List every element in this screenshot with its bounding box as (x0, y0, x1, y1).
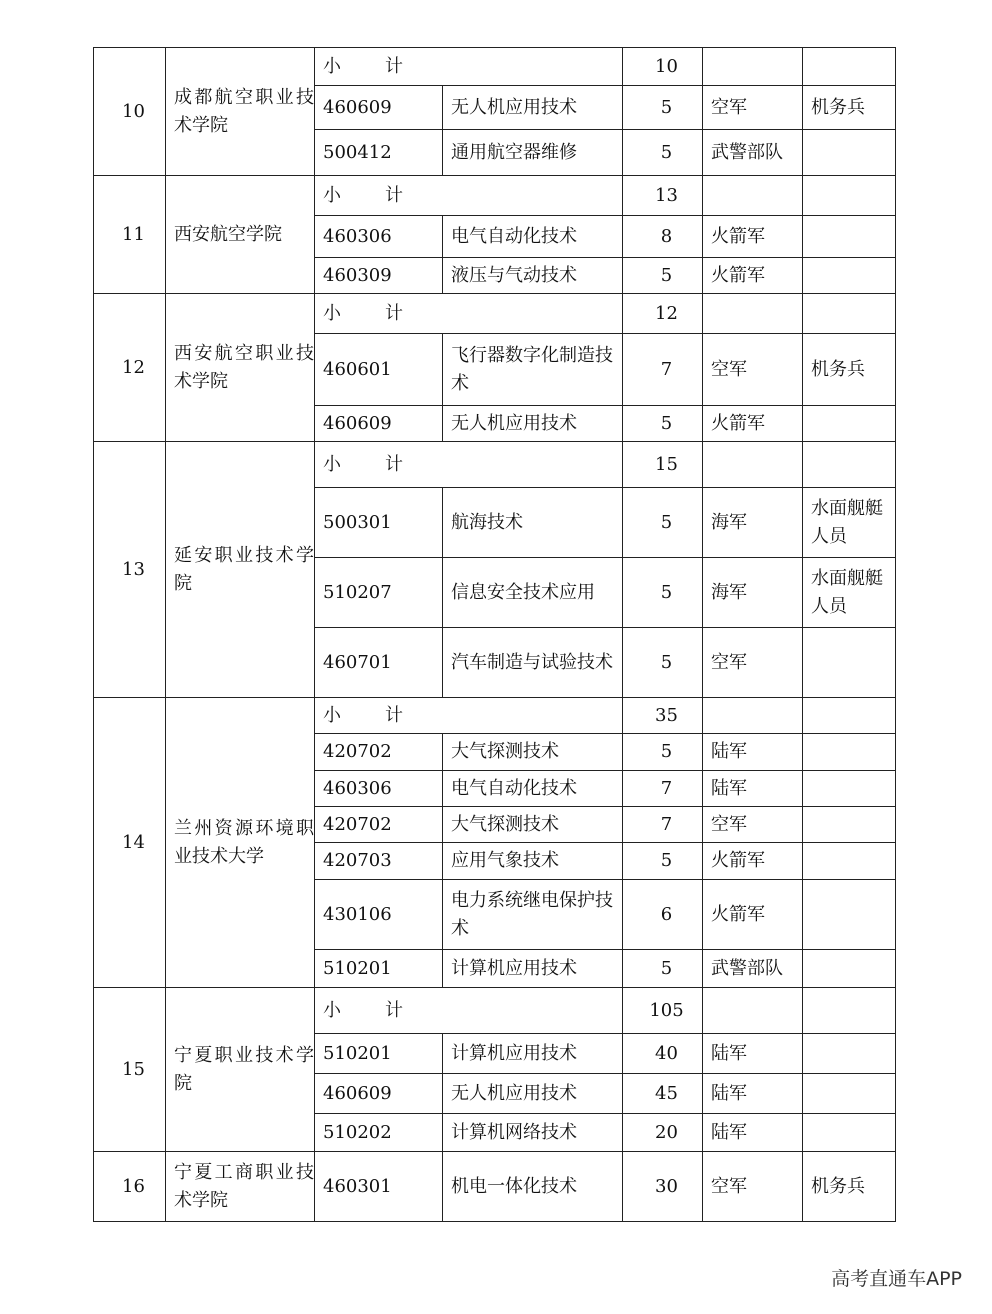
subtotal-label (315, 988, 623, 1034)
service-branch: 陆军 (703, 734, 803, 771)
post-type (803, 950, 896, 988)
subtotal-label (315, 48, 623, 86)
table-body (94, 48, 896, 1222)
school-name: 西安航空学院 (166, 176, 315, 294)
school-name: 成都航空职业技术学院 (166, 48, 315, 176)
service-branch: 火箭军 (703, 843, 803, 880)
subtotal-value: 15 (623, 442, 703, 488)
major-name: 无人机应用技术 (443, 86, 623, 130)
group-number: 10 (94, 48, 166, 176)
subtotal-label (315, 176, 623, 216)
group-number: 14 (94, 698, 166, 988)
post-type (803, 1114, 896, 1152)
school-name: 兰州资源环境职业技术大学 (166, 698, 315, 988)
major-code: 460609 (315, 1074, 443, 1114)
subtotal-value: 13 (623, 176, 703, 216)
major-name: 大气探测技术 (443, 807, 623, 843)
subtotal-value: 10 (623, 48, 703, 86)
major-name: 航海技术 (443, 488, 623, 558)
subtotal-value: 35 (623, 698, 703, 734)
subtotal-label-char-2: 计 (385, 704, 403, 726)
post-type (803, 628, 896, 698)
major-code: 460309 (315, 258, 443, 294)
subtotal-value: 105 (623, 988, 703, 1034)
major-name: 电力系统继电保护技术 (443, 880, 623, 950)
enrollment-plan-table (93, 47, 896, 1222)
major-name: 计算机应用技术 (443, 1034, 623, 1074)
plan-count: 7 (623, 807, 703, 843)
subtotal-label-char-2: 计 (385, 184, 403, 206)
plan-count: 7 (623, 771, 703, 807)
subtotal-label (315, 294, 623, 334)
service-branch: 空军 (703, 628, 803, 698)
major-code: 500301 (315, 488, 443, 558)
plan-count: 5 (623, 558, 703, 628)
major-code: 460306 (315, 216, 443, 258)
post-type (803, 1074, 896, 1114)
subtotal-label-char-2: 计 (385, 302, 403, 324)
service-branch: 陆军 (703, 1074, 803, 1114)
service-branch: 武警部队 (703, 130, 803, 176)
plan-count: 5 (623, 488, 703, 558)
group-number: 16 (94, 1152, 166, 1222)
plan-count: 5 (623, 86, 703, 130)
plan-count: 5 (623, 950, 703, 988)
major-name: 通用航空器维修 (443, 130, 623, 176)
service-branch: 武警部队 (703, 950, 803, 988)
post-type (803, 216, 896, 258)
subtotal-empty-post (803, 176, 896, 216)
table-row (94, 1152, 896, 1222)
service-branch: 空军 (703, 86, 803, 130)
plan-count: 6 (623, 880, 703, 950)
plan-count: 5 (623, 843, 703, 880)
major-name: 机电一体化技术 (443, 1152, 623, 1222)
subtotal-label (315, 442, 623, 488)
major-name: 电气自动化技术 (443, 771, 623, 807)
service-branch: 空军 (703, 334, 803, 406)
subtotal-empty-branch (703, 176, 803, 216)
post-type (803, 1034, 896, 1074)
subtotal-label-char-2: 计 (385, 453, 403, 475)
plan-count: 8 (623, 216, 703, 258)
major-name: 液压与气动技术 (443, 258, 623, 294)
subtotal-label-char-1: 小 (323, 453, 341, 475)
post-type (803, 843, 896, 880)
subtotal-label-char-1: 小 (323, 302, 341, 324)
service-branch: 火箭军 (703, 406, 803, 442)
major-name: 无人机应用技术 (443, 406, 623, 442)
subtotal-row (94, 294, 896, 334)
subtotal-label-char-1: 小 (323, 704, 341, 726)
major-code: 460609 (315, 86, 443, 130)
plan-count: 7 (623, 334, 703, 406)
subtotal-empty-branch (703, 294, 803, 334)
post-type (803, 130, 896, 176)
plan-count: 45 (623, 1074, 703, 1114)
subtotal-row (94, 48, 896, 86)
major-code: 460301 (315, 1152, 443, 1222)
major-name: 信息安全技术应用 (443, 558, 623, 628)
service-branch: 空军 (703, 1152, 803, 1222)
major-name: 计算机应用技术 (443, 950, 623, 988)
post-type: 机务兵 (803, 334, 896, 406)
service-branch: 海军 (703, 558, 803, 628)
subtotal-row (94, 176, 896, 216)
subtotal-empty-post (803, 294, 896, 334)
service-branch: 陆军 (703, 771, 803, 807)
subtotal-empty-branch (703, 48, 803, 86)
subtotal-label-char-1: 小 (323, 55, 341, 77)
group-number: 11 (94, 176, 166, 294)
major-code: 510201 (315, 1034, 443, 1074)
major-code: 510202 (315, 1114, 443, 1152)
subtotal-label-char-2: 计 (385, 55, 403, 77)
subtotal-empty-branch (703, 698, 803, 734)
subtotal-empty-branch (703, 988, 803, 1034)
subtotal-value: 12 (623, 294, 703, 334)
major-code: 430106 (315, 880, 443, 950)
major-name: 大气探测技术 (443, 734, 623, 771)
post-type (803, 880, 896, 950)
major-code: 420702 (315, 807, 443, 843)
major-code: 510207 (315, 558, 443, 628)
subtotal-empty-post (803, 48, 896, 86)
post-type (803, 771, 896, 807)
service-branch: 陆军 (703, 1034, 803, 1074)
major-name: 计算机网络技术 (443, 1114, 623, 1152)
plan-count: 5 (623, 406, 703, 442)
plan-count: 30 (623, 1152, 703, 1222)
service-branch: 陆军 (703, 1114, 803, 1152)
subtotal-empty-post (803, 442, 896, 488)
major-name: 应用气象技术 (443, 843, 623, 880)
plan-count: 20 (623, 1114, 703, 1152)
plan-count: 5 (623, 258, 703, 294)
major-name: 汽车制造与试验技术 (443, 628, 623, 698)
subtotal-empty-post (803, 698, 896, 734)
subtotal-row (94, 442, 896, 488)
school-name: 宁夏工商职业技术学院 (166, 1152, 315, 1222)
subtotal-empty-post (803, 988, 896, 1034)
major-code: 460701 (315, 628, 443, 698)
group-number: 13 (94, 442, 166, 698)
major-name: 无人机应用技术 (443, 1074, 623, 1114)
post-type (803, 258, 896, 294)
watermark: 高考直通车APP (831, 1268, 962, 1290)
subtotal-row (94, 698, 896, 734)
major-code: 460306 (315, 771, 443, 807)
post-type: 机务兵 (803, 86, 896, 130)
subtotal-row (94, 988, 896, 1034)
post-type (803, 807, 896, 843)
subtotal-label-char-2: 计 (385, 999, 403, 1021)
group-number: 12 (94, 294, 166, 442)
plan-count: 5 (623, 734, 703, 771)
post-type (803, 406, 896, 442)
group-number: 15 (94, 988, 166, 1152)
plan-count: 40 (623, 1034, 703, 1074)
school-name: 西安航空职业技术学院 (166, 294, 315, 442)
major-code: 420703 (315, 843, 443, 880)
plan-count: 5 (623, 130, 703, 176)
post-type: 水面舰艇人员 (803, 558, 896, 628)
subtotal-label (315, 698, 623, 734)
plan-count: 5 (623, 628, 703, 698)
subtotal-empty-branch (703, 442, 803, 488)
service-branch: 空军 (703, 807, 803, 843)
post-type (803, 734, 896, 771)
subtotal-label-char-1: 小 (323, 184, 341, 206)
post-type: 机务兵 (803, 1152, 896, 1222)
service-branch: 火箭军 (703, 216, 803, 258)
major-name: 飞行器数字化制造技术 (443, 334, 623, 406)
service-branch: 海军 (703, 488, 803, 558)
subtotal-label-char-1: 小 (323, 999, 341, 1021)
service-branch: 火箭军 (703, 880, 803, 950)
major-code: 460609 (315, 406, 443, 442)
service-branch: 火箭军 (703, 258, 803, 294)
school-name: 宁夏职业技术学院 (166, 988, 315, 1152)
school-name: 延安职业技术学院 (166, 442, 315, 698)
major-code: 460601 (315, 334, 443, 406)
major-name: 电气自动化技术 (443, 216, 623, 258)
major-code: 510201 (315, 950, 443, 988)
post-type: 水面舰艇人员 (803, 488, 896, 558)
major-code: 500412 (315, 130, 443, 176)
major-code: 420702 (315, 734, 443, 771)
